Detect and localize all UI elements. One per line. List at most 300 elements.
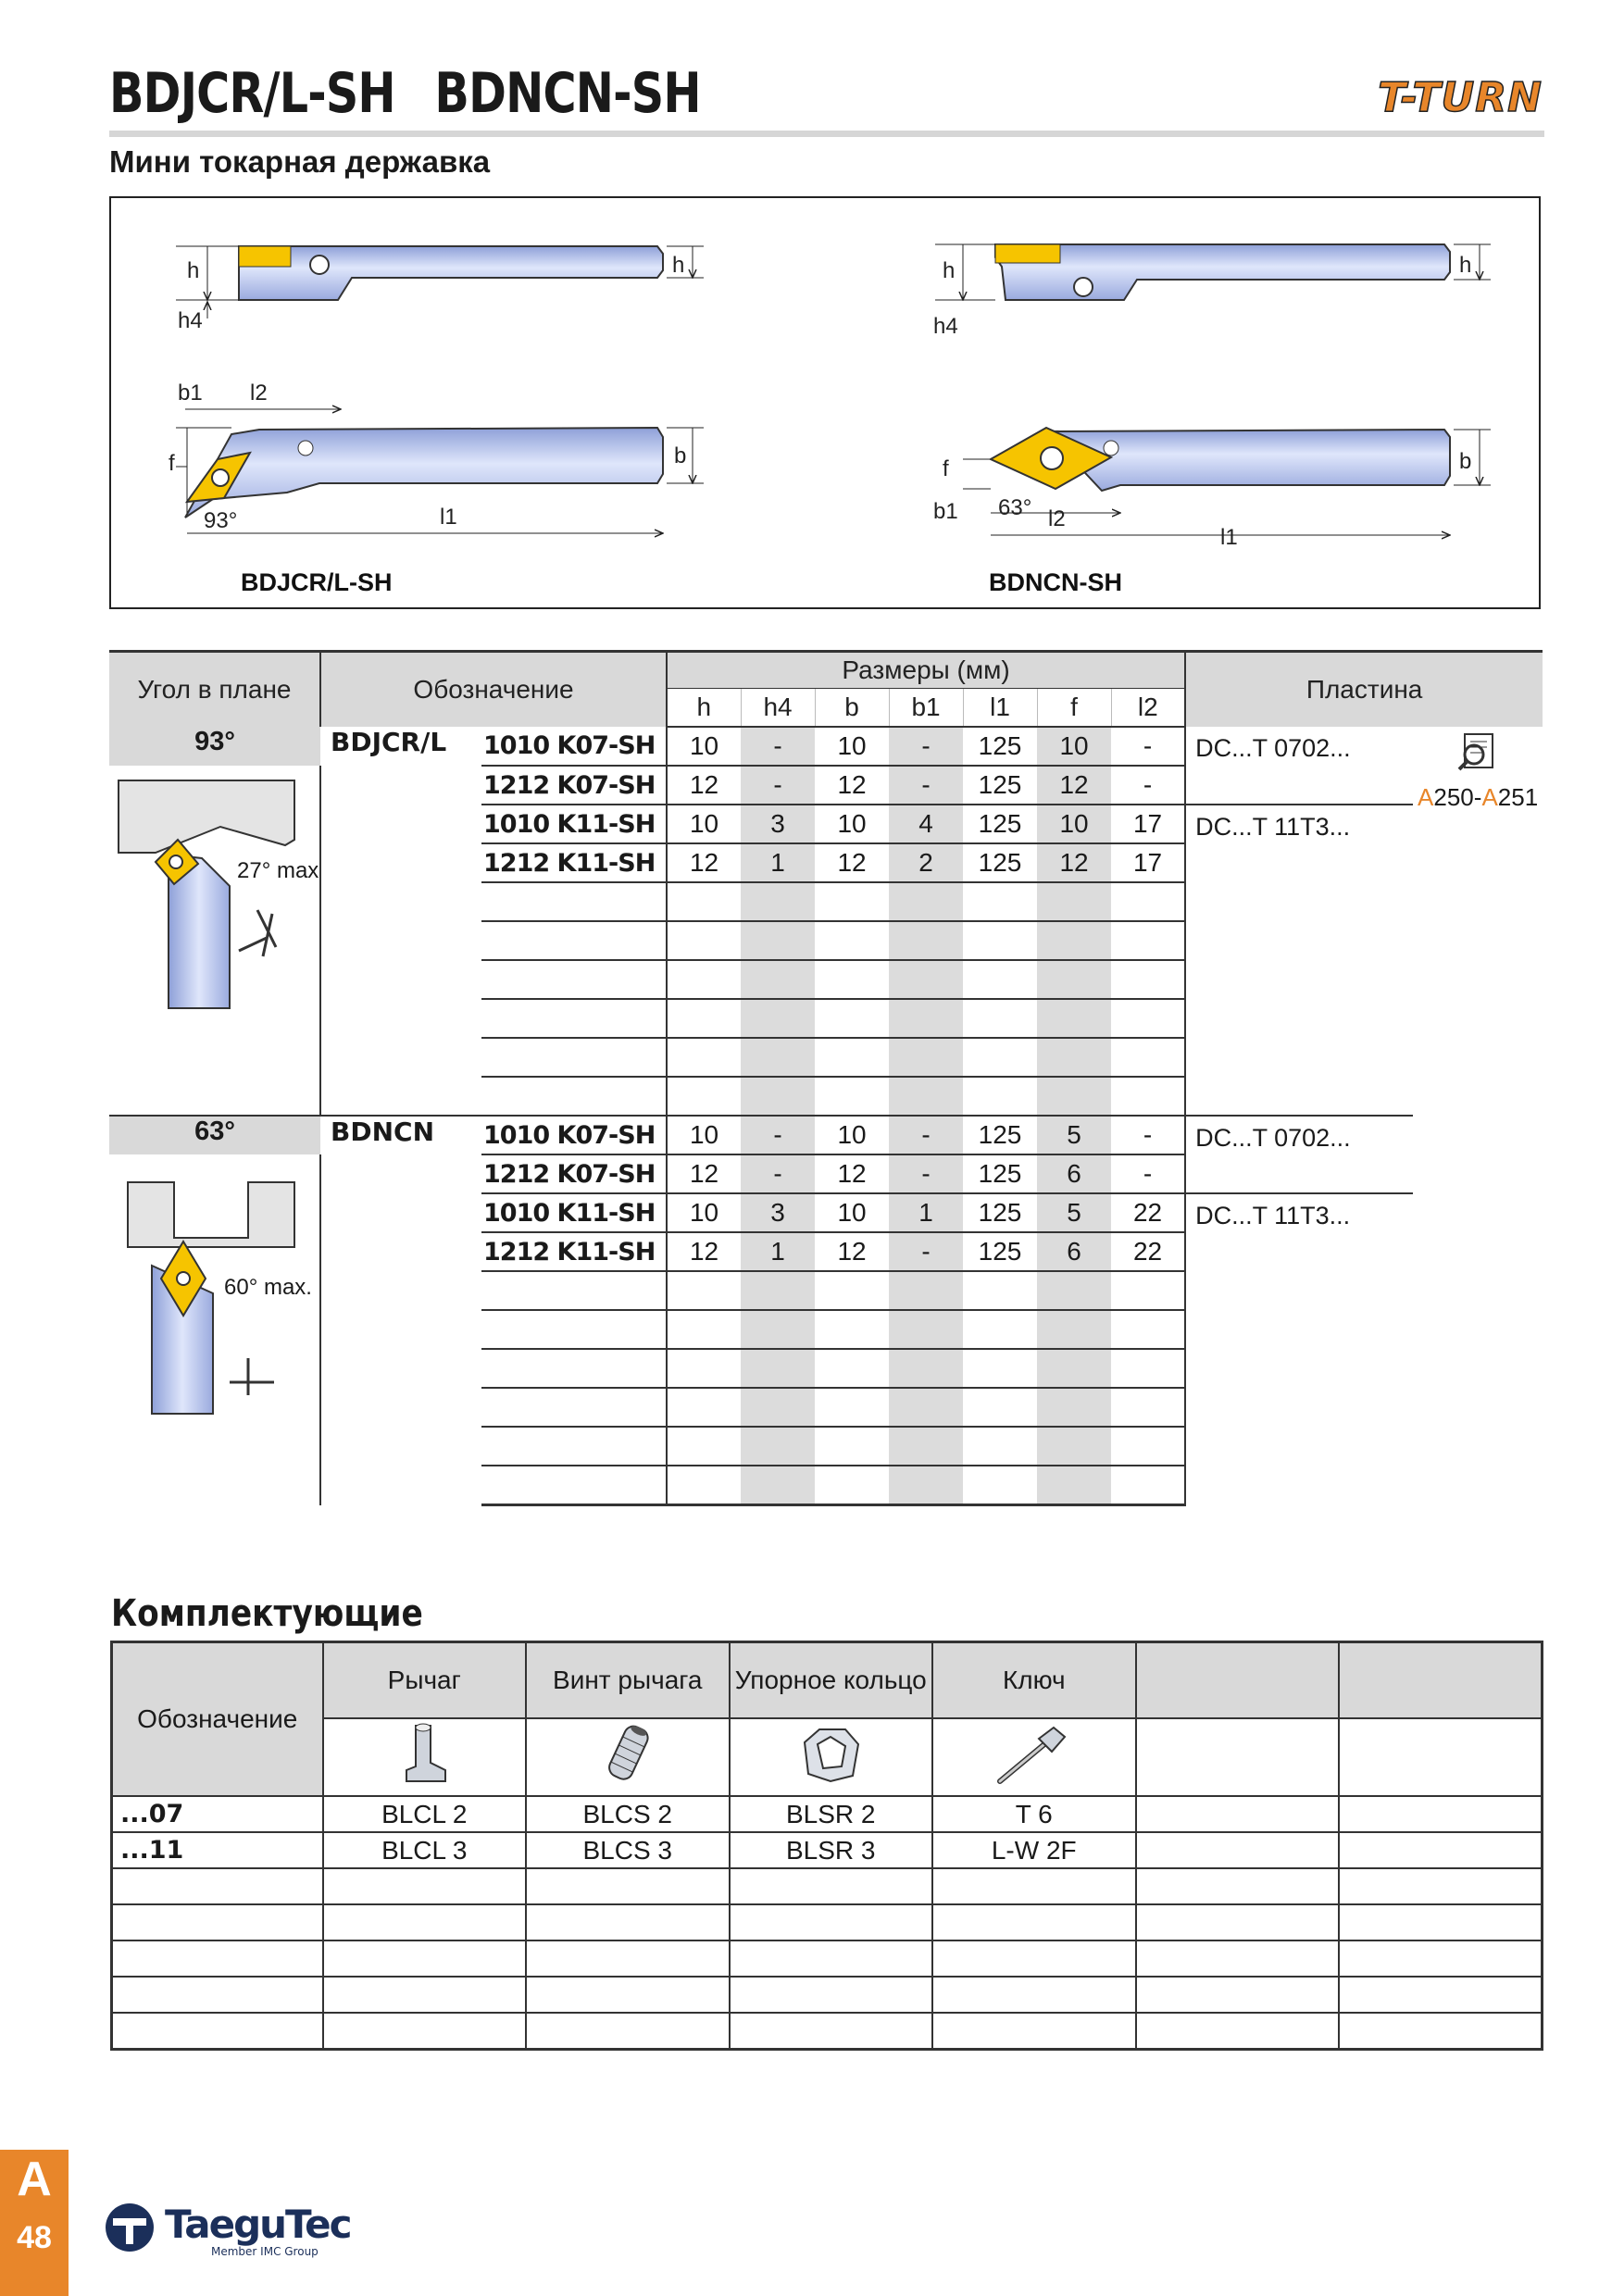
acc-icon-empty-1 (1136, 1718, 1340, 1796)
acc-value (932, 2013, 1136, 2050)
dim-b1: b1 (178, 381, 203, 406)
dim-value-h4 (741, 1310, 815, 1349)
col-dims-header: Размеры (мм) (667, 652, 1185, 689)
dim-value-b (815, 999, 889, 1038)
dim-value-l1 (963, 882, 1037, 921)
dim-value-h4: - (741, 727, 815, 766)
designation-code (481, 1310, 667, 1349)
dim-l1-r: l1 (1220, 525, 1238, 550)
right-top-view (933, 428, 1491, 596)
dim-value-b1 (889, 882, 963, 921)
dim-value-l2: - (1111, 1116, 1185, 1154)
dim-value-h (667, 1466, 741, 1505)
page-ref-a1: A (1418, 783, 1434, 811)
dim-value-h (667, 882, 741, 921)
dim-value-f (1037, 1388, 1111, 1427)
table-row (112, 2013, 1543, 2050)
dim-value-l2: - (1111, 1154, 1185, 1193)
dimensions-table (109, 650, 1543, 1506)
designation-code: 1010 K07-SH (481, 727, 667, 766)
table-row (112, 1977, 1543, 2013)
lever-icon (323, 1718, 527, 1796)
dim-value-l1: 125 (963, 1116, 1037, 1154)
acc-value (1136, 1904, 1340, 1940)
dim-value-h4: - (741, 766, 815, 805)
dim-value-h4 (741, 1427, 815, 1466)
dim-value-l1: 125 (963, 1232, 1037, 1271)
dim-value-h (667, 1271, 741, 1310)
acc-value (730, 1940, 933, 1977)
dim-h-r2: h (1459, 253, 1472, 278)
dim-value-l1 (963, 921, 1037, 960)
dim-value-b1 (889, 1271, 963, 1310)
dim-value-h (667, 921, 741, 960)
dim-value-l1 (963, 1388, 1037, 1427)
page-subtitle: Мини токарная державка (109, 144, 491, 179)
dim-value-b (815, 921, 889, 960)
page-title: BDJCR/L-SH BDNCN-SH (109, 61, 701, 126)
company-logo: TaeguTec (165, 2202, 351, 2247)
dim-value-l1: 125 (963, 766, 1037, 805)
angle-cell: 63° (109, 1116, 320, 1154)
left-top-view (169, 381, 704, 596)
sub-col-l1: l1 (963, 689, 1037, 728)
acc-designation (112, 1940, 323, 1977)
dim-value-b1: 2 (889, 843, 963, 882)
dim-value-h4 (741, 1038, 815, 1077)
page-ref-n2: 251 (1497, 783, 1539, 811)
dim-value-f (1037, 882, 1111, 921)
dim-value-f (1037, 1077, 1111, 1116)
dim-value-l1: 125 (963, 805, 1037, 843)
dim-value-f (1037, 960, 1111, 999)
acc-designation: ...11 (112, 1832, 323, 1868)
acc-designation-header: Обозначение (112, 1642, 323, 1797)
dim-value-f: 6 (1037, 1232, 1111, 1271)
acc-value: T 6 (932, 1796, 1136, 1832)
dim-value-f (1037, 1349, 1111, 1388)
designation-code (481, 1466, 667, 1505)
dim-value-h4: 3 (741, 1193, 815, 1232)
dim-b1-r: b1 (933, 499, 958, 524)
dim-h-right: h (672, 253, 685, 278)
designation-code (481, 1427, 667, 1466)
dim-value-b: 10 (815, 1193, 889, 1232)
accessories-title: Комплектующие (111, 1592, 423, 1635)
acc-designation (112, 1977, 323, 2013)
dim-value-h: 12 (667, 1154, 741, 1193)
acc-designation (112, 2013, 323, 2050)
dim-value-b (815, 1310, 889, 1349)
dim-value-h: 10 (667, 1116, 741, 1154)
dim-value-b1 (889, 999, 963, 1038)
dim-value-l2 (1111, 1349, 1185, 1388)
dim-value-b: 12 (815, 1232, 889, 1271)
dim-b-r: b (1459, 449, 1472, 474)
section-letter: A (17, 2152, 52, 2206)
insert-cell: DC...T 0702... (1185, 1116, 1413, 1193)
tool-diagram (109, 196, 1541, 609)
table-row (112, 1832, 1543, 1868)
dim-value-l1 (963, 1038, 1037, 1077)
dim-f-r: f (943, 456, 949, 481)
acc-value: BLCS 3 (526, 1832, 730, 1868)
taegutec-logo-icon (104, 2202, 159, 2253)
family-cell: BDJCR/L (331, 727, 447, 757)
company-logo-sub: Member IMC Group (211, 2245, 319, 2258)
designation-code: 1212 K07-SH (481, 1154, 667, 1193)
dim-value-b: 10 (815, 1116, 889, 1154)
dim-value-f: 12 (1037, 766, 1111, 805)
dim-value-b1 (889, 1388, 963, 1427)
dim-value-h: 12 (667, 1232, 741, 1271)
designation-code (481, 921, 667, 960)
dim-value-h (667, 960, 741, 999)
acc-value: BLCL 3 (323, 1832, 527, 1868)
dim-value-h4: 1 (741, 1232, 815, 1271)
acc-col-stop-ring: Упорное кольцо (730, 1642, 933, 1719)
acc-col-empty-2 (1339, 1642, 1543, 1719)
designation-code: 1010 K07-SH (481, 1116, 667, 1154)
dim-value-h: 12 (667, 843, 741, 882)
dim-value-h4: - (741, 1116, 815, 1154)
left-side-view (176, 246, 704, 333)
acc-value (1339, 1832, 1543, 1868)
acc-value (1136, 1832, 1340, 1868)
dim-value-b: 12 (815, 843, 889, 882)
insert-cell: DC...T 11T3... (1195, 813, 1351, 841)
dim-value-l2 (1111, 921, 1185, 960)
acc-designation (112, 1904, 323, 1940)
dim-value-h4: 3 (741, 805, 815, 843)
sub-col-b: b (815, 689, 889, 728)
dim-value-h4 (741, 1466, 815, 1505)
acc-value (1136, 2013, 1340, 2050)
acc-value (730, 1904, 933, 1940)
acc-value (932, 1977, 1136, 2013)
acc-icon-empty-2 (1339, 1718, 1543, 1796)
dim-l1: l1 (440, 505, 457, 530)
acc-value (526, 2013, 730, 2050)
acc-designation (112, 1868, 323, 1904)
table-row (112, 1796, 1543, 1832)
lever-screw-icon (526, 1718, 730, 1796)
dim-h-r: h (943, 258, 956, 283)
dim-value-b: 12 (815, 766, 889, 805)
dim-value-b1: 1 (889, 1193, 963, 1232)
tool-drawings (111, 198, 1543, 611)
sub-col-f: f (1037, 689, 1111, 728)
dim-value-b1 (889, 1038, 963, 1077)
dim-value-b1: - (889, 1232, 963, 1271)
dim-value-l2: 22 (1111, 1193, 1185, 1232)
dim-value-b1 (889, 1466, 963, 1505)
left-diagram-label: BDJCR/L-SH (241, 568, 393, 596)
dim-value-h (667, 1310, 741, 1349)
dim-value-f (1037, 999, 1111, 1038)
col-insert-header: Пластина (1185, 652, 1543, 728)
dim-value-b (815, 1077, 889, 1116)
acc-value (526, 1904, 730, 1940)
dim-value-b (815, 1038, 889, 1077)
dim-value-h: 10 (667, 1193, 741, 1232)
col-designation-header: Обозначение (320, 652, 667, 728)
sub-col-b1: b1 (889, 689, 963, 728)
dim-value-l2 (1111, 1388, 1185, 1427)
dim-b: b (674, 443, 687, 468)
dim-value-l1 (963, 1427, 1037, 1466)
dim-value-f: 10 (1037, 805, 1111, 843)
dim-h4-r: h4 (933, 314, 958, 339)
dim-value-b1: 4 (889, 805, 963, 843)
application-sketch (109, 1154, 320, 1505)
acc-value (1136, 1940, 1340, 1977)
acc-value (1136, 1796, 1340, 1832)
acc-col-lever-screw: Винт рычага (526, 1642, 730, 1719)
sub-col-h4: h4 (741, 689, 815, 728)
acc-value (932, 1940, 1136, 1977)
col-angle-header: Угол в плане (109, 652, 320, 728)
dim-value-f: 6 (1037, 1154, 1111, 1193)
dim-value-b1: - (889, 1154, 963, 1193)
table-row (109, 727, 1543, 766)
acc-value (323, 1977, 527, 2013)
dim-value-l1 (963, 1466, 1037, 1505)
dim-f: f (169, 451, 175, 476)
profiling-sketch-63 (109, 1154, 320, 1469)
acc-value (1339, 1796, 1543, 1832)
dim-value-b (815, 1466, 889, 1505)
designation-code (481, 1077, 667, 1116)
table-row (112, 1940, 1543, 1977)
sub-col-l2: l2 (1111, 689, 1185, 728)
designation-code: 1212 K07-SH (481, 766, 667, 805)
title-rule (109, 131, 1544, 137)
acc-col-key: Ключ (932, 1642, 1136, 1719)
dim-value-b (815, 1388, 889, 1427)
table-row (112, 1868, 1543, 1904)
brand-logo: T-TURN (1378, 74, 1543, 121)
dim-value-h: 10 (667, 727, 741, 766)
acc-value (526, 1977, 730, 2013)
dim-h4: h4 (178, 308, 203, 333)
dim-value-l1: 125 (963, 1154, 1037, 1193)
acc-value (932, 1904, 1136, 1940)
dim-value-l2 (1111, 882, 1185, 921)
acc-value: BLSR 2 (730, 1796, 933, 1832)
acc-value: BLCS 2 (526, 1796, 730, 1832)
page-ref-a2: A (1481, 783, 1498, 811)
dim-value-f: 10 (1037, 727, 1111, 766)
dim-value-f: 5 (1037, 1116, 1111, 1154)
acc-value (526, 1940, 730, 1977)
designation-code (481, 960, 667, 999)
acc-col-empty-1 (1136, 1642, 1340, 1719)
dim-value-b (815, 960, 889, 999)
dim-value-h4 (741, 882, 815, 921)
acc-value (323, 1868, 527, 1904)
dim-value-l1 (963, 999, 1037, 1038)
designation-code: 1010 K11-SH (481, 805, 667, 843)
dim-value-b (815, 1427, 889, 1466)
acc-value (323, 1904, 527, 1940)
dim-value-f (1037, 1271, 1111, 1310)
designation-code (481, 1038, 667, 1077)
dim-value-h4 (741, 1388, 815, 1427)
dim-value-h4 (741, 921, 815, 960)
dim-l2: l2 (250, 381, 268, 406)
dim-value-l2 (1111, 1271, 1185, 1310)
dim-value-b: 10 (815, 805, 889, 843)
dim-value-h4 (741, 1349, 815, 1388)
acc-value: BLSR 3 (730, 1832, 933, 1868)
dim-value-l2: - (1111, 766, 1185, 805)
dim-value-l2 (1111, 1077, 1185, 1116)
acc-value: L-W 2F (932, 1832, 1136, 1868)
dim-value-b1: - (889, 766, 963, 805)
dim-value-f: 5 (1037, 1193, 1111, 1232)
page-number: 48 (17, 2220, 52, 2255)
dim-value-l1 (963, 1271, 1037, 1310)
designation-code: 1212 K11-SH (481, 1232, 667, 1271)
dim-value-h (667, 1388, 741, 1427)
designation-code (481, 882, 667, 921)
dim-value-h4 (741, 999, 815, 1038)
stop-ring-icon (730, 1718, 933, 1796)
dim-value-l2: 17 (1111, 843, 1185, 882)
dim-value-h4: 1 (741, 843, 815, 882)
dim-value-l2 (1111, 1038, 1185, 1077)
dim-value-f (1037, 1466, 1111, 1505)
acc-value (1136, 1977, 1340, 2013)
dim-value-b1 (889, 1349, 963, 1388)
angle-left: 93° (204, 508, 238, 533)
designation-code (481, 1271, 667, 1310)
dim-value-h4 (741, 960, 815, 999)
dim-value-l2 (1111, 1427, 1185, 1466)
acc-col-lever: Рычаг (323, 1642, 527, 1719)
acc-value (1339, 1940, 1543, 1977)
dim-value-b1 (889, 1310, 963, 1349)
acc-value (1339, 2013, 1543, 2050)
dim-value-f (1037, 1038, 1111, 1077)
dim-value-l2: - (1111, 727, 1185, 766)
dim-value-l2: 22 (1111, 1232, 1185, 1271)
acc-value (730, 2013, 933, 2050)
dim-value-b (815, 1349, 889, 1388)
acc-value (932, 1868, 1136, 1904)
application-sketch (109, 766, 320, 1116)
magnifier-icon (1455, 730, 1500, 773)
page-ref-dash: - (1473, 783, 1482, 811)
dim-value-l2 (1111, 999, 1185, 1038)
max-angle-note: 60° max. (224, 1275, 312, 1300)
dim-value-b1 (889, 1077, 963, 1116)
acc-designation: ...07 (112, 1796, 323, 1832)
acc-value (1339, 1904, 1543, 1940)
dim-value-l2 (1111, 1466, 1185, 1505)
dim-value-l2: 17 (1111, 805, 1185, 843)
family-cell: BDNCN (320, 1116, 481, 1505)
dim-value-b1 (889, 960, 963, 999)
dim-value-h4 (741, 1271, 815, 1310)
acc-value: BLCL 2 (323, 1796, 527, 1832)
dim-value-h (667, 1038, 741, 1077)
max-angle-note: 27° max (237, 858, 319, 883)
dim-value-b1: - (889, 727, 963, 766)
table-row (112, 1904, 1543, 1940)
dim-value-h (667, 1427, 741, 1466)
right-diagram-label: BDNCN-SH (989, 568, 1122, 596)
dim-value-b (815, 882, 889, 921)
dim-value-l1 (963, 1310, 1037, 1349)
designation-code (481, 999, 667, 1038)
dim-value-l1 (963, 1077, 1037, 1116)
dim-value-l1 (963, 1349, 1037, 1388)
table-row (109, 1116, 1543, 1154)
dim-value-b1 (889, 1427, 963, 1466)
dim-value-h (667, 1349, 741, 1388)
dim-value-l1: 125 (963, 843, 1037, 882)
angle-cell: 93° (109, 727, 320, 766)
acc-value (1339, 1868, 1543, 1904)
dim-value-h4 (741, 1077, 815, 1116)
acc-value (1339, 1977, 1543, 2013)
right-side-view (933, 244, 1491, 339)
acc-value (526, 1868, 730, 1904)
dim-value-l2 (1111, 1310, 1185, 1349)
dim-value-l1: 125 (963, 727, 1037, 766)
designation-code (481, 1349, 667, 1388)
acc-value (323, 1940, 527, 1977)
dim-value-f (1037, 1427, 1111, 1466)
dim-value-h (667, 1077, 741, 1116)
designation-code: 1212 K11-SH (481, 843, 667, 882)
dim-value-l2 (1111, 960, 1185, 999)
dim-value-f (1037, 1310, 1111, 1349)
dim-value-b: 10 (815, 727, 889, 766)
designation-code: 1010 K11-SH (481, 1193, 667, 1232)
designation-code (481, 1388, 667, 1427)
dim-value-b (815, 1271, 889, 1310)
dim-value-b1 (889, 921, 963, 960)
dim-value-h4: - (741, 1154, 815, 1193)
dim-value-l1: 125 (963, 1193, 1037, 1232)
acc-value (730, 1977, 933, 2013)
dim-l2-r: l2 (1048, 506, 1066, 531)
acc-value (1136, 1868, 1340, 1904)
dim-h: h (187, 258, 200, 283)
dim-value-h: 10 (667, 805, 741, 843)
acc-value (323, 2013, 527, 2050)
dim-value-f (1037, 921, 1111, 960)
dim-value-b: 12 (815, 1154, 889, 1193)
accessories-table (110, 1641, 1543, 2051)
catalog-reference[interactable] (1413, 727, 1543, 1116)
insert-cell: DC...T 11T3... (1195, 1202, 1351, 1229)
acc-value (730, 1868, 933, 1904)
angle-right: 63° (998, 495, 1032, 520)
dim-value-h (667, 999, 741, 1038)
sub-col-h: h (667, 689, 741, 728)
insert-cell: DC...T 0702... (1185, 727, 1413, 805)
dim-value-l1 (963, 960, 1037, 999)
profiling-sketch-93 (109, 766, 320, 1080)
page-ref-n1: 250 (1433, 783, 1474, 811)
dim-value-b1: - (889, 1116, 963, 1154)
dim-value-f: 12 (1037, 843, 1111, 882)
dim-value-h: 12 (667, 766, 741, 805)
